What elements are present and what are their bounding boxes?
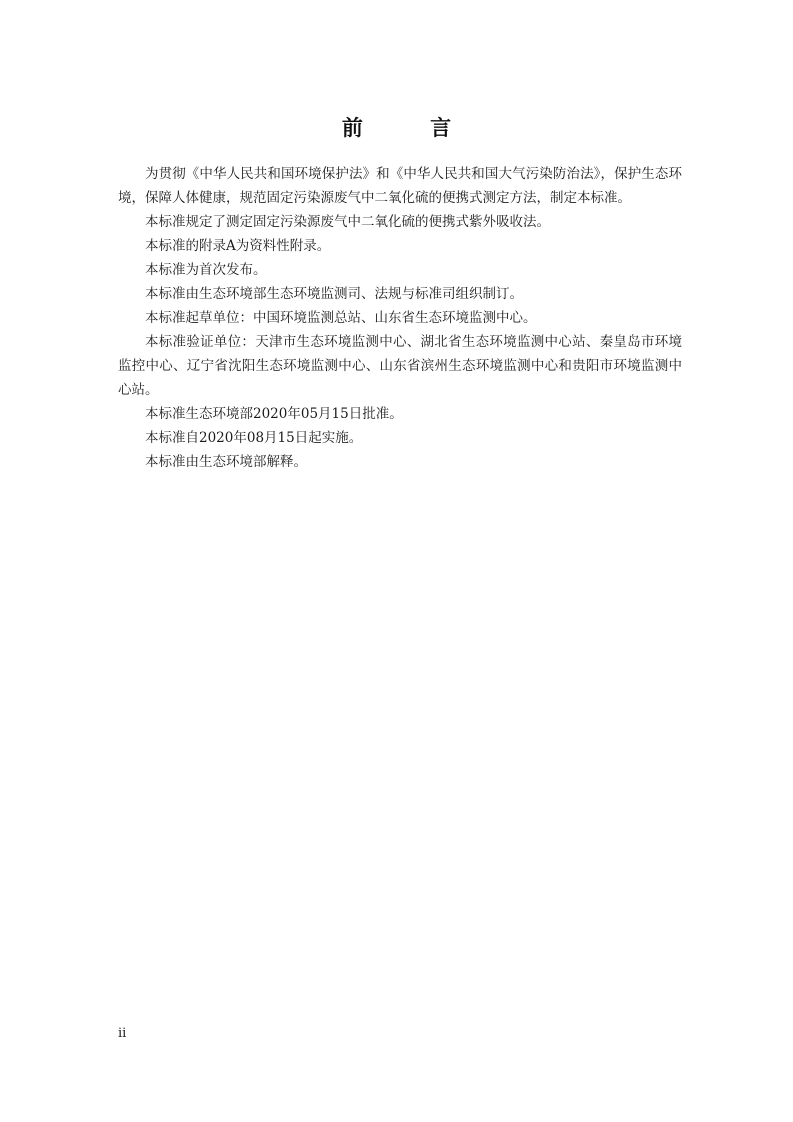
paragraph: 本标准为首次发布。 — [145, 262, 267, 278]
paragraph: 本标准生态环境部2020年05月15日批准。 — [145, 406, 403, 422]
paragraph: 本标准起草单位：中国环境监测总站、山东省生态环境监测中心。 — [145, 310, 537, 326]
foreword-body — [118, 162, 682, 474]
paragraph: 本标准验证单位：天津市生态环境监测中心、湖北省生态环境监测中心站、秦皇岛市环境监控中心、辽宁省沈阳生态环境监测中心、山东省滨州生态环境监测中心和贵阳市环境监测中心站。 — [118, 334, 682, 398]
paragraph: 为贯彻《中华人民共和国环境保护法》和《中华人民共和国大气污染防治法》，保护生态环境，保障人体健康，规范固定污染源废气中二氧化硫的便携式测定方法，制定本标准。 — [118, 166, 682, 206]
page-title: 前 言 — [341, 116, 482, 140]
paragraph: 本标准由生态环境部生态环境监测司、法规与标准司组织制订。 — [145, 286, 523, 302]
paragraph: 本标准的附录A为资料性附录。 — [145, 238, 331, 254]
page-number: ii — [118, 1026, 127, 1041]
paragraph: 本标准由生态环境部解释。 — [145, 454, 307, 470]
paragraph: 本标准规定了测定固定污染源废气中二氧化硫的便携式紫外吸收法。 — [145, 214, 550, 230]
paragraph: 本标准自2020年08月15日起实施。 — [145, 430, 363, 446]
